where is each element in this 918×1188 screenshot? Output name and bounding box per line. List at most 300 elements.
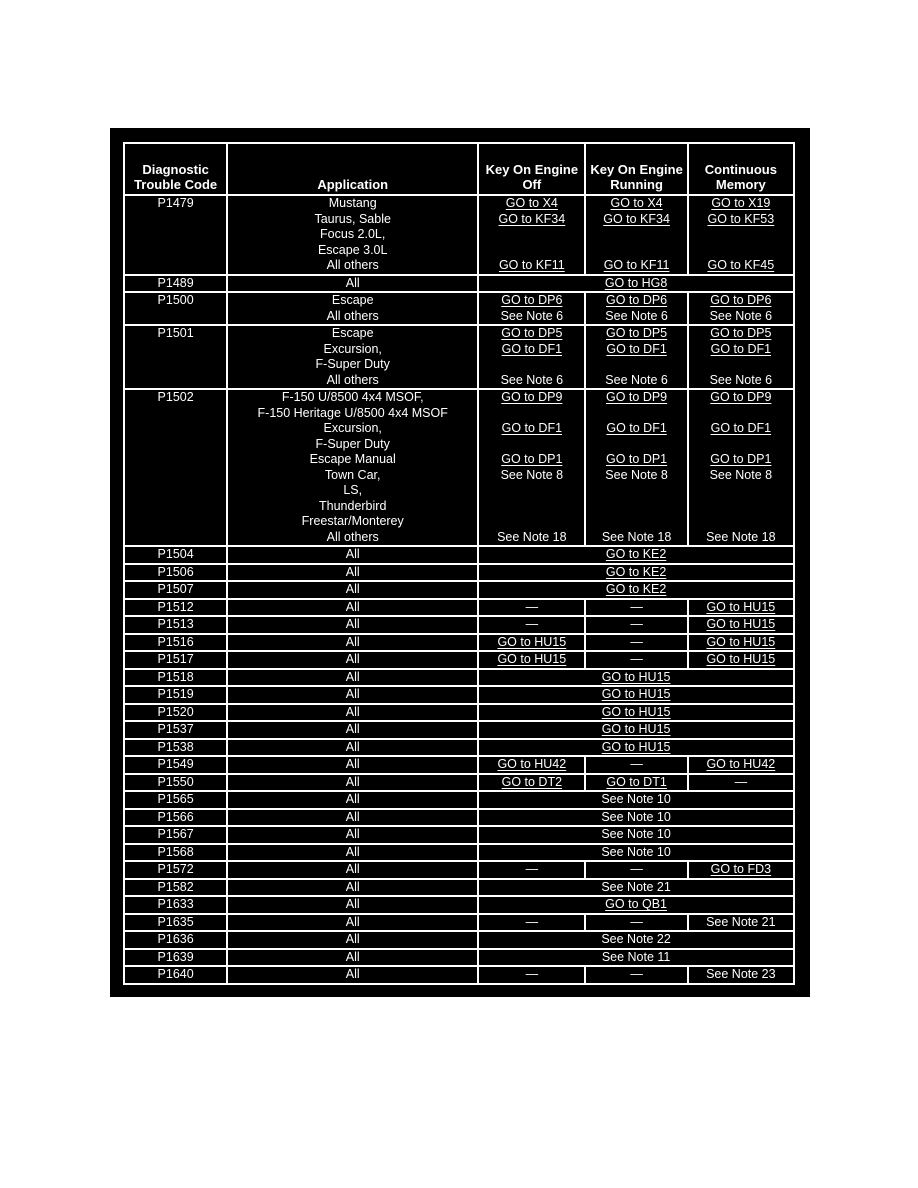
application-line: All (345, 669, 360, 684)
result-cell (688, 292, 794, 325)
application-line: Town Car, (324, 467, 381, 482)
application-line: All (345, 275, 360, 290)
empty-line (586, 243, 686, 259)
result-line (689, 258, 793, 274)
result-line (479, 452, 584, 468)
result-cell-span (478, 949, 794, 967)
result-line (586, 530, 686, 546)
result-line (689, 196, 793, 212)
application-line: Escape Manual (309, 452, 396, 466)
result-line (586, 258, 686, 274)
application-cell (227, 686, 478, 704)
result-line (586, 212, 686, 228)
go-to-link[interactable]: GO to DP9 (606, 390, 668, 404)
result-cell (688, 195, 794, 275)
dtc-code-cell: P1582 (124, 879, 227, 897)
go-to-link[interactable]: GO to X4 (610, 196, 663, 210)
go-to-link[interactable]: GO to KE2 (605, 564, 667, 579)
go-to-link[interactable]: GO to DT1 (606, 774, 667, 789)
result-cell-span (478, 686, 794, 704)
application-line: All (345, 827, 360, 841)
result-cell-span (478, 275, 794, 293)
dash-placeholder: — (525, 862, 539, 876)
result-cell-span (478, 704, 794, 722)
table-row (124, 325, 794, 389)
go-to-link[interactable]: GO to KF53 (707, 211, 775, 226)
header-line: Running (610, 177, 663, 192)
empty-line (689, 227, 793, 243)
go-to-link[interactable]: GO to X4 (505, 196, 558, 210)
go-to-link[interactable]: GO to KF11 (603, 258, 670, 272)
go-to-link[interactable]: GO to DF1 (501, 421, 563, 435)
dtc-code-cell: P1567 (124, 826, 227, 844)
dtc-code-cell: P1568 (124, 844, 227, 862)
application-line: All (345, 949, 360, 964)
application-line: F-Super Duty (315, 436, 390, 451)
result-line (479, 468, 584, 484)
result-line (586, 452, 686, 468)
column-header-koeo (478, 143, 585, 195)
application-line: All (345, 687, 360, 701)
result-line (586, 196, 686, 212)
dash-placeholder: — (630, 599, 643, 614)
result-cell (478, 325, 585, 389)
dtc-code-cell: P1507 (124, 581, 227, 599)
result-line (689, 309, 793, 325)
result-cell (478, 966, 585, 984)
result-line (479, 309, 584, 325)
application-cell (227, 896, 478, 914)
dash-placeholder: — (630, 652, 643, 666)
result-cell-span (478, 931, 794, 949)
application-line: All (345, 914, 360, 929)
table-row (124, 826, 794, 844)
application-line: F-150 U/8500 4x4 MSOF, (281, 390, 424, 404)
dash-placeholder: — (630, 967, 643, 981)
result-line (479, 326, 584, 342)
column-header-dtc (124, 143, 227, 195)
dtc-code-cell: P1489 (124, 275, 227, 293)
application-cell (227, 564, 478, 582)
go-to-link[interactable]: GO to DP6 (606, 293, 668, 307)
application-line: All (345, 564, 360, 579)
header-line: Off (522, 177, 542, 192)
note-text: See Note 6 (500, 372, 564, 387)
go-to-link[interactable]: GO to QB1 (605, 897, 668, 911)
application-cell (227, 546, 478, 564)
table-row (124, 599, 794, 617)
application-line: Thunderbird (319, 498, 387, 513)
note-text: See Note 6 (709, 308, 773, 323)
note-text: See Note 6 (709, 372, 773, 387)
application-cell (227, 275, 478, 293)
dash-placeholder: — (630, 862, 643, 876)
result-line (689, 421, 793, 437)
empty-line (586, 406, 686, 422)
go-to-link[interactable]: GO to KE2 (605, 547, 667, 561)
application-line: Excursion, (323, 421, 382, 435)
result-line (479, 342, 584, 358)
result-cell-span (478, 896, 794, 914)
note-text: See Note 21 (601, 879, 671, 894)
table-row (124, 949, 794, 967)
go-to-link[interactable]: GO to FD3 (710, 862, 772, 876)
empty-line (586, 357, 686, 373)
application-cell (227, 861, 478, 879)
table-row (124, 844, 794, 862)
application-cell (227, 931, 478, 949)
application-cell (227, 791, 478, 809)
result-cell (585, 966, 687, 984)
application-line: All (345, 897, 360, 911)
column-header-koer (585, 143, 687, 195)
dtc-code-cell: P1513 (124, 616, 227, 634)
application-cell (227, 292, 478, 325)
note-text: See Note 8 (500, 467, 564, 482)
result-cell (585, 389, 687, 546)
go-to-link[interactable]: GO to DP1 (710, 452, 772, 466)
result-line (689, 373, 793, 389)
result-cell (688, 861, 794, 879)
go-to-link[interactable]: GO to KF11 (498, 258, 565, 272)
application-line: Taurus, Sable (314, 211, 391, 226)
dtc-code-cell: P1506 (124, 564, 227, 582)
application-line: All (345, 739, 360, 754)
result-cell (585, 914, 687, 932)
application-cell (227, 809, 478, 827)
application-line: Escape (331, 326, 374, 340)
application-line: F-150 Heritage U/8500 4x4 MSOF (257, 405, 448, 420)
result-cell (585, 292, 687, 325)
table-row (124, 686, 794, 704)
application-cell (227, 195, 478, 275)
go-to-link[interactable]: GO to DF1 (606, 421, 667, 435)
table-row (124, 564, 794, 582)
go-to-link[interactable]: GO to HU15 (706, 634, 776, 649)
application-cell (227, 826, 478, 844)
go-to-link[interactable]: GO to HU15 (601, 687, 671, 701)
go-to-link[interactable]: GO to DP5 (501, 326, 563, 340)
header-line: Diagnostic (142, 162, 209, 177)
note-text: See Note 8 (605, 467, 668, 482)
application-line: F-Super Duty (315, 357, 390, 371)
application-cell (227, 325, 478, 389)
application-cell (227, 756, 478, 774)
header-line: Key On Engine (485, 162, 579, 177)
result-cell-span (478, 546, 794, 564)
note-text: See Note 6 (605, 372, 668, 387)
empty-line (479, 357, 584, 373)
result-cell (585, 861, 687, 879)
dtc-code-cell: P1500 (124, 292, 227, 325)
go-to-link[interactable]: GO to KE2 (605, 582, 667, 596)
note-text: See Note 10 (601, 827, 671, 841)
empty-line (689, 406, 793, 422)
result-cell-span (478, 879, 794, 897)
dash-placeholder: — (630, 634, 643, 649)
table-row (124, 739, 794, 757)
result-cell (478, 389, 585, 546)
table-row (124, 896, 794, 914)
go-to-link[interactable]: GO to KF34 (603, 211, 670, 226)
application-line: Freestar/Monterey (301, 514, 404, 528)
dash-placeholder: — (734, 774, 748, 789)
column-header-continuous-memory (688, 143, 794, 195)
application-line: All (345, 932, 360, 946)
result-line (689, 326, 793, 342)
go-to-link[interactable]: GO to DT2 (501, 774, 563, 789)
result-line (479, 530, 584, 546)
application-line: All (345, 704, 360, 719)
go-to-link[interactable]: GO to KF34 (498, 211, 566, 226)
empty-line (689, 357, 793, 373)
empty-line (479, 499, 584, 515)
table-row (124, 669, 794, 687)
dtc-code-cell: P1633 (124, 896, 227, 914)
application-line: All (345, 879, 360, 894)
dtc-code-cell: P1512 (124, 599, 227, 617)
go-to-link[interactable]: GO to HU15 (497, 634, 567, 649)
application-line: All (345, 792, 360, 806)
result-line (586, 373, 686, 389)
result-cell (688, 325, 794, 389)
application-line: All (345, 547, 360, 561)
table-row (124, 914, 794, 932)
go-to-link[interactable]: GO to DP9 (501, 390, 563, 404)
application-cell (227, 844, 478, 862)
table-row (124, 721, 794, 739)
empty-line (586, 483, 686, 499)
empty-line (479, 437, 584, 453)
result-cell (478, 914, 585, 932)
dtc-code-cell: P1635 (124, 914, 227, 932)
result-cell (688, 616, 794, 634)
go-to-link[interactable]: GO to HU15 (706, 617, 776, 631)
application-cell (227, 651, 478, 669)
go-to-link[interactable]: GO to HU42 (497, 757, 567, 771)
application-cell (227, 599, 478, 617)
go-to-link[interactable]: GO to DP1 (606, 452, 668, 466)
result-cell (478, 292, 585, 325)
go-to-link[interactable]: GO to HU15 (601, 739, 671, 754)
result-line (479, 258, 584, 274)
go-to-link[interactable]: GO to DP6 (710, 293, 772, 307)
result-cell (478, 195, 585, 275)
go-to-link[interactable]: GO to KF45 (707, 258, 775, 272)
result-line (479, 421, 584, 437)
dtc-code-cell: P1640 (124, 966, 227, 984)
note-text: See Note 23 (706, 967, 776, 981)
go-to-link[interactable]: GO to HU15 (601, 669, 671, 684)
dtc-code-cell: P1566 (124, 809, 227, 827)
application-cell (227, 949, 478, 967)
dtc-code-cell: P1517 (124, 651, 227, 669)
go-to-link[interactable]: GO to DP1 (501, 452, 563, 466)
application-line: All (345, 617, 360, 631)
header-row (124, 143, 794, 195)
table-row (124, 791, 794, 809)
result-line (586, 342, 686, 358)
go-to-link[interactable]: GO to HG8 (604, 275, 668, 290)
application-line: All (345, 652, 360, 666)
dtc-code-cell: P1501 (124, 325, 227, 389)
result-cell (585, 651, 687, 669)
column-header-application (227, 143, 478, 195)
result-cell (585, 634, 687, 652)
dash-placeholder: — (525, 914, 539, 929)
application-cell (227, 581, 478, 599)
table-row (124, 809, 794, 827)
result-cell (478, 774, 585, 792)
empty-line (689, 483, 793, 499)
result-cell-span (478, 791, 794, 809)
note-text: See Note 8 (709, 467, 773, 482)
header-line: Application (317, 177, 389, 192)
table-row (124, 292, 794, 325)
table-row (124, 389, 794, 546)
result-cell-span (478, 669, 794, 687)
application-line: Escape 3.0L (317, 242, 388, 257)
dtc-table-panel (110, 128, 810, 997)
go-to-link[interactable]: GO to HU15 (497, 652, 567, 666)
dtc-code-cell: P1502 (124, 389, 227, 546)
result-cell (478, 756, 585, 774)
result-cell (688, 914, 794, 932)
result-line (689, 293, 793, 309)
header-line: Continuous (704, 162, 777, 177)
result-line (689, 452, 793, 468)
table-row (124, 546, 794, 564)
result-cell-span (478, 844, 794, 862)
application-line: Excursion, (323, 341, 382, 356)
note-text: See Note 10 (601, 809, 671, 824)
application-line: All others (326, 529, 379, 544)
go-to-link[interactable]: GO to DF1 (710, 341, 772, 356)
go-to-link[interactable]: GO to HU15 (601, 704, 671, 719)
application-cell (227, 704, 478, 722)
header-line: Memory (715, 177, 766, 192)
result-cell (478, 861, 585, 879)
result-cell-span (478, 739, 794, 757)
application-cell (227, 669, 478, 687)
go-to-link[interactable]: GO to DF1 (501, 341, 563, 356)
dtc-table (123, 142, 795, 985)
dtc-code-cell: P1479 (124, 195, 227, 275)
result-line (479, 390, 584, 406)
result-line (479, 196, 584, 212)
table-row (124, 634, 794, 652)
result-cell (478, 634, 585, 652)
table-row (124, 581, 794, 599)
go-to-link[interactable]: GO to DP5 (606, 326, 668, 340)
empty-line (689, 499, 793, 515)
table-row (124, 879, 794, 897)
dash-placeholder: — (525, 967, 539, 981)
result-cell (688, 774, 794, 792)
empty-line (586, 499, 686, 515)
result-cell (688, 966, 794, 984)
result-cell-span (478, 564, 794, 582)
application-line: All (345, 634, 360, 649)
result-cell (585, 616, 687, 634)
result-line (586, 326, 686, 342)
application-line: Focus 2.0L, (320, 227, 386, 241)
dtc-code-cell: P1538 (124, 739, 227, 757)
dtc-code-cell: P1537 (124, 721, 227, 739)
empty-line (479, 483, 584, 499)
result-line (586, 468, 686, 484)
result-cell (585, 756, 687, 774)
dtc-code-cell: P1516 (124, 634, 227, 652)
result-cell (688, 389, 794, 546)
go-to-link[interactable]: GO to HU15 (706, 652, 776, 666)
application-cell (227, 914, 478, 932)
go-to-link[interactable]: GO to DP5 (710, 326, 772, 340)
go-to-link[interactable]: GO to X19 (711, 196, 771, 210)
result-cell (478, 651, 585, 669)
application-cell (227, 774, 478, 792)
note-text: See Note 10 (601, 844, 671, 859)
result-line (479, 373, 584, 389)
go-to-link[interactable]: GO to DP9 (710, 390, 772, 404)
dtc-code-cell: P1636 (124, 931, 227, 949)
result-cell (688, 599, 794, 617)
dtc-code-cell: P1519 (124, 686, 227, 704)
go-to-link[interactable]: GO to HU15 (601, 722, 671, 736)
application-cell (227, 389, 478, 546)
application-cell (227, 634, 478, 652)
dtc-code-cell: P1504 (124, 546, 227, 564)
table-row (124, 704, 794, 722)
dtc-code-cell: P1520 (124, 704, 227, 722)
go-to-link[interactable]: GO to HU15 (706, 599, 776, 614)
result-cell (585, 325, 687, 389)
result-line (586, 421, 686, 437)
dtc-code-cell: P1572 (124, 861, 227, 879)
empty-line (689, 437, 793, 453)
empty-line (479, 514, 584, 530)
dtc-table-body (124, 195, 794, 984)
dtc-code-cell: P1550 (124, 774, 227, 792)
result-line (689, 342, 793, 358)
table-row (124, 966, 794, 984)
result-cell-span (478, 826, 794, 844)
dash-placeholder: — (630, 914, 643, 929)
result-line (479, 212, 584, 228)
application-line: Mustang (328, 196, 377, 210)
go-to-link[interactable]: GO to DF1 (710, 421, 772, 435)
result-cell (478, 599, 585, 617)
table-row (124, 861, 794, 879)
dash-placeholder: — (630, 757, 643, 771)
go-to-link[interactable]: GO to DF1 (606, 341, 667, 356)
application-cell (227, 966, 478, 984)
go-to-link[interactable]: GO to HU42 (706, 757, 776, 771)
application-cell (227, 616, 478, 634)
application-cell (227, 739, 478, 757)
result-line (586, 293, 686, 309)
application-line: LS, (343, 483, 363, 497)
note-text: See Note 22 (601, 932, 671, 946)
application-line: All (345, 582, 360, 596)
note-text: See Note 11 (601, 949, 671, 964)
result-cell (478, 616, 585, 634)
application-line: All (345, 722, 360, 736)
note-text: See Note 6 (605, 308, 668, 323)
header-line: Key On Engine (590, 162, 683, 177)
go-to-link[interactable]: GO to DP6 (501, 293, 563, 307)
result-cell (585, 774, 687, 792)
